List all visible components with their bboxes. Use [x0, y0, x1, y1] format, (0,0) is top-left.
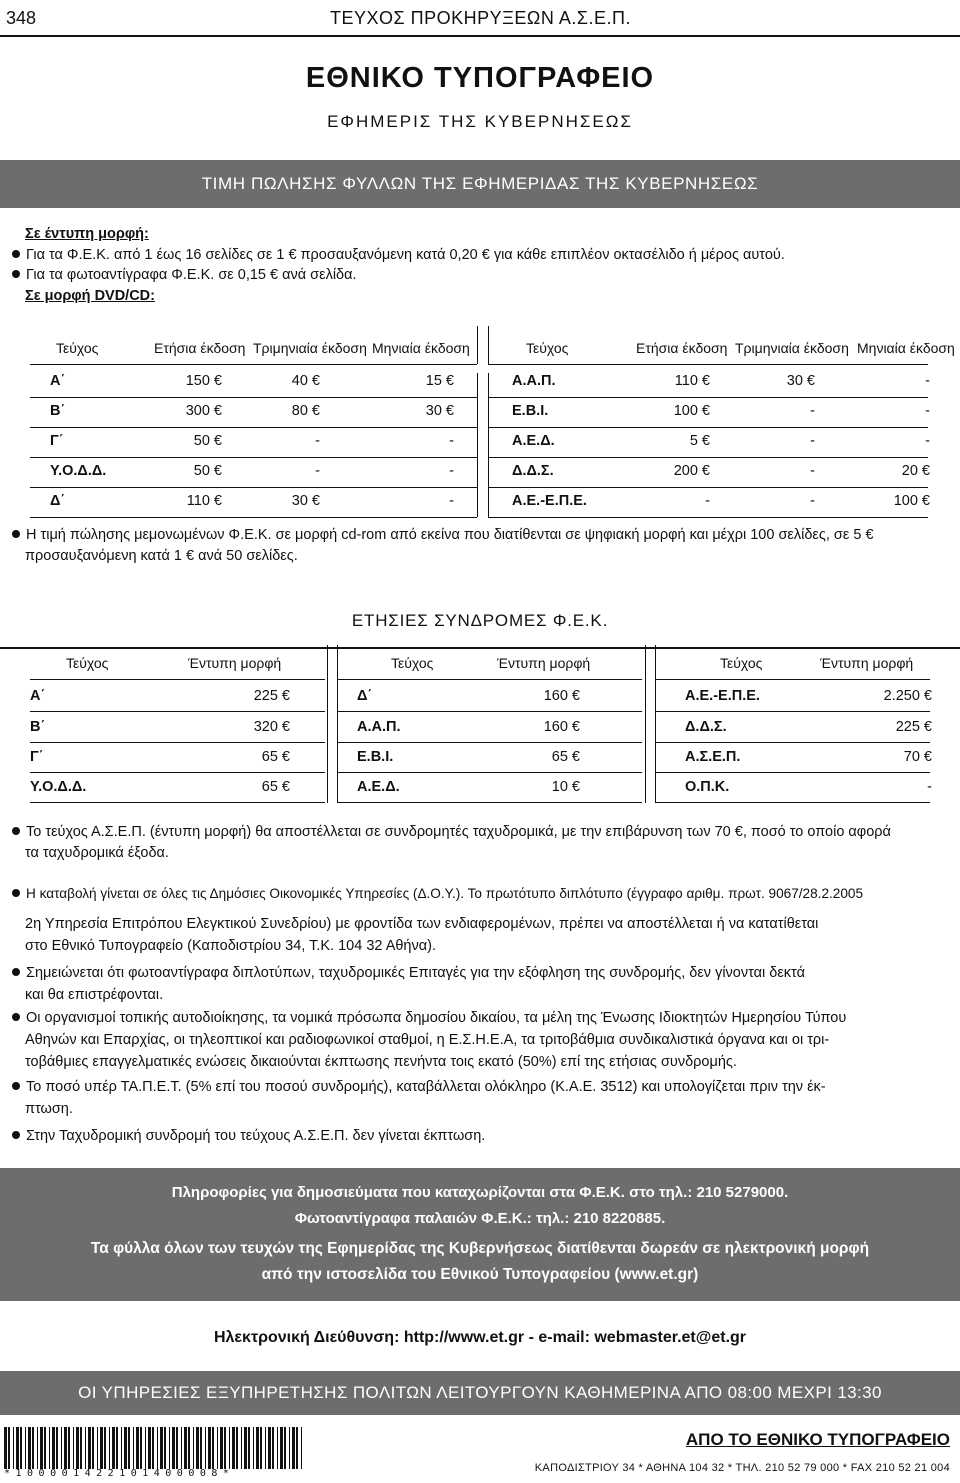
note-line: Η καταβολή γίνεται σε όλες τις Δημόσιες Οικονομικές Υπηρεσίες (Δ.Ο.Υ.). Το πρωτότυπο διπλότυπο (έγγραφο αριθμ. πρωτ. 9067/28.2.2005: [12, 884, 863, 904]
sub-price-cell: 65 €: [261, 749, 290, 765]
sub-price-cell: 160 €: [543, 719, 580, 735]
info-line-4: από την ιστοσελίδα του Εθνικού Τυπογραφείου (www.et.gr): [261, 1266, 699, 1283]
asep-note-cont: τα ταχυδρομικά έξοδα.: [25, 845, 169, 861]
sub-row-rule: [337, 742, 642, 743]
sub-divider: [327, 645, 328, 803]
note-line: Στην Ταχυδρομική συνδρομή του τεύχους Α.Σ.Ε.Π. δεν γίνεται έκπτωση.: [12, 1126, 485, 1146]
dvd-row-rule: [488, 427, 928, 428]
dvd-row-rule: [488, 397, 928, 398]
dvd-cell: 100 €: [893, 493, 930, 509]
header-rule: [0, 35, 960, 37]
cdrom-note: Η τιμή πώλησης μεμονωμένων Φ.Ε.Κ. σε μορφή cd-rom από εκείνα που διατίθενται σε ψηφιακή μορφή και μέχρι 100 σελίδες, σε 5 €: [12, 525, 874, 545]
sub-col-issue: Τεύχος: [66, 655, 109, 671]
sub-price-cell: 160 €: [543, 688, 580, 704]
sub-row-rule: [30, 772, 325, 773]
printed-by: ΑΠΟ ΤΟ ΕΘΝΙΚΟ ΤΥΠΟΓΡΑΦΕΙΟ: [685, 1430, 950, 1449]
print-bullet-2: Για τα φωτοαντίγραφα Φ.Ε.Κ. σε 0,15 € ανά σελίδα.: [12, 265, 357, 285]
dvd-row-rule: [488, 487, 928, 488]
dvd-cell: -: [925, 403, 930, 419]
price-banner: ΤΙΜΗ ΠΩΛΗΣΗΣ ΦΥΛΛΩΝ ΤΗΣ ΕΦΗΜΕΡΙΔΑΣ ΤΗΣ ΚΥΒΕΡΝΗΣΕΩΣ: [0, 160, 960, 208]
dvd-cell: 200 €: [673, 463, 710, 479]
info-box: [0, 1168, 960, 1301]
dvd-col-quarterly-2: Τριμηνιαία έκδοση: [735, 340, 849, 356]
subscriptions-rule: [0, 647, 960, 649]
masthead-title: ΕΘΝΙΚΟ ΤΥΠΟΓΡΑΦΕΙΟ: [305, 62, 655, 94]
bullet-icon: [12, 1013, 20, 1021]
print-bullet-1: Για τα Φ.Ε.Κ. από 1 έως 16 σελίδες σε 1 € προσαυξανόμενη κατά 0,20 € για κάθε επιπλέον οκτασέλιδο ή μέρος αυτού.: [12, 245, 785, 265]
note-line: Οι οργανισμοί τοπικής αυτοδιοίκησης, τα νομικά πρόσωπα δημοσίου δικαίου, τα μέλη της Ένωσης Ιδιοκτητών Ημερησίου Τύπου: [12, 1008, 846, 1028]
sub-row-rule: [30, 802, 325, 803]
cdrom-note-cont: προσαυξανόμενη κατά 1 € ανά 50 σελίδες.: [25, 548, 298, 564]
dvd-heading: Σε μορφή DVD/CD:: [25, 288, 155, 304]
dvd-col-issue-2: Τεύχος: [526, 340, 569, 356]
sub-row-rule: [655, 802, 930, 803]
sub-price-cell: 65 €: [551, 749, 580, 765]
sub-divider: [655, 645, 656, 803]
sub-row-rule: [337, 802, 642, 803]
bullet-icon: [12, 1082, 20, 1090]
sub-col-print: Έντυπη μορφή: [188, 655, 282, 671]
dvd-cell: Ε.Β.Ι.: [512, 403, 549, 419]
dvd-row-rule: [30, 427, 477, 428]
bullet-icon: [12, 530, 20, 538]
dvd-divider: [488, 326, 489, 364]
dvd-col-annual: Ετήσια έκδοση: [154, 340, 246, 356]
dvd-cell: 50 €: [193, 463, 222, 479]
sub-issue-cell: Α.Σ.Ε.Π.: [685, 749, 741, 765]
dvd-cell: 30 €: [291, 493, 320, 509]
dvd-col-issue: Τεύχος: [56, 340, 99, 356]
barcode-number: *100001422101400008*: [4, 1468, 235, 1479]
dvd-cell: -: [925, 433, 930, 449]
footer-address: ΚΑΠΟΔΙΣΤΡΙΟΥ 34 * ΑΘΗΝΑ 104 32 * ΤΗΛ. 210 52 79 000 * FAX 210 52 21 004: [534, 1462, 950, 1474]
dvd-cell: Γ΄: [50, 433, 64, 449]
bullet-icon: [12, 1131, 20, 1139]
dvd-cell: -: [810, 493, 815, 509]
bullet-icon: [12, 968, 20, 976]
dvd-divider: [488, 373, 489, 517]
dvd-divider: [477, 326, 478, 364]
sub-issue-cell: Α.Α.Π.: [357, 719, 401, 735]
dvd-cell: -: [810, 403, 815, 419]
sub-col-print: Έντυπη μορφή: [497, 655, 591, 671]
dvd-row-rule: [488, 457, 928, 458]
email-line: Ηλεκτρονική Διεύθυνση: http://www.et.gr - e-mail: webmaster.et@et.gr: [213, 1329, 747, 1346]
sub-issue-cell: Δ΄: [357, 688, 373, 704]
dvd-row-rule: [30, 517, 477, 518]
dvd-cell: 40 €: [291, 373, 320, 389]
dvd-cell: -: [810, 433, 815, 449]
info-line-2: Φωτοαντίγραφα παλαιών Φ.Ε.Κ.: τηλ.: 210 8220885.: [294, 1210, 666, 1227]
sub-row-rule: [655, 742, 930, 743]
dvd-cell: 110 €: [674, 373, 710, 389]
dvd-cell: Α.Α.Π.: [512, 373, 556, 389]
dvd-cell: 110 €: [186, 493, 222, 509]
sub-price-cell: -: [927, 779, 932, 795]
dvd-cell: Β΄: [50, 403, 66, 419]
sub-issue-cell: Δ.Δ.Σ.: [685, 719, 727, 735]
sub-price-cell: 320 €: [253, 719, 290, 735]
dvd-cell: -: [315, 433, 320, 449]
bullet-icon: [12, 889, 20, 897]
page-header: [0, 4, 960, 34]
dvd-cell: Α΄: [50, 373, 66, 389]
sub-row-rule: [30, 742, 325, 743]
sub-issue-cell: Α.Ε.-Ε.Π.Ε.: [685, 688, 760, 704]
dvd-cell: 100 €: [673, 403, 710, 419]
dvd-cell: -: [449, 433, 454, 449]
sub-row-rule: [655, 772, 930, 773]
sub-issue-cell: Α΄: [30, 688, 46, 704]
issue-title: ΤΕΥΧΟΣ ΠΡΟΚΗΡΥΞΕΩΝ Α.Σ.Ε.Π.: [330, 8, 631, 28]
sub-price-cell: 225 €: [253, 688, 290, 704]
dvd-cell: -: [925, 373, 930, 389]
sub-row-rule: [655, 711, 930, 712]
sub-row-rule: [337, 772, 642, 773]
sub-header-rule: [30, 679, 325, 680]
sub-issue-cell: Υ.Ο.Δ.Δ.: [30, 779, 87, 795]
sub-col-issue: Τεύχος: [720, 655, 763, 671]
dvd-cell: -: [315, 463, 320, 479]
dvd-col-quarterly: Τριμηνιαία έκδοση: [253, 340, 367, 356]
dvd-cell: 80 €: [291, 403, 320, 419]
sub-price-cell: 10 €: [551, 779, 580, 795]
dvd-cell: Υ.Ο.Δ.Δ.: [50, 463, 107, 479]
dvd-cell: 20 €: [901, 463, 930, 479]
sub-header-rule: [337, 679, 642, 680]
dvd-cell: -: [449, 463, 454, 479]
hours-banner: ΟΙ ΥΠΗΡΕΣΙΕΣ ΕΞΥΠΗΡΕΤΗΣΗΣ ΠΟΛΙΤΩΝ ΛΕΙΤΟΥΡΓΟΥΝ ΚΑΘΗΜΕΡΙΝΑ ΑΠΟ 08:00 ΜΕΧΡΙ 13:30: [0, 1371, 960, 1415]
note-line: Αθηνών και Επαρχίας, οι τηλεοπτικοί και ραδιοφωνικοί σταθμοί, η Ε.Σ.Η.Ε.Α, τα τριτοβάθμια συνδικαλιστικά όργανα και οι τρι-: [25, 1032, 830, 1048]
dvd-cell: 150 €: [185, 373, 222, 389]
sub-issue-cell: Β΄: [30, 719, 46, 735]
bullet-icon: [12, 827, 20, 835]
barcode-icon: [4, 1427, 304, 1469]
dvd-cell: Α.Ε.-Ε.Π.Ε.: [512, 493, 587, 509]
dvd-cell: Δ.Δ.Σ.: [512, 463, 554, 479]
sub-divider: [645, 645, 646, 803]
dvd-cell: -: [449, 493, 454, 509]
sub-issue-cell: Γ΄: [30, 749, 44, 765]
note-line: 2η Υπηρεσία Επιτρόπου Ελεγκτικού Συνεδρίου) με φροντίδα των ενδιαφερομένων, πρέπει να αποστέλλεται ή να κατατίθεται: [25, 916, 819, 932]
bullet-icon: [12, 270, 20, 278]
page-number: 348: [6, 8, 37, 28]
note-line: και θα επιστρέφονται.: [25, 987, 164, 1003]
info-line-3: Τα φύλλα όλων των τευχών της Εφημερίδας της Κυβερνήσεως διατίθενται δωρεάν σε ηλεκτρονική μορφή: [90, 1240, 870, 1257]
dvd-cell: 50 €: [193, 433, 222, 449]
dvd-cell: 30 €: [425, 403, 454, 419]
sub-price-cell: 65 €: [261, 779, 290, 795]
note-line: Το ποσό υπέρ ΤΑ.Π.Ε.Τ. (5% επί του ποσού συνδρομής), καταβάλλεται ολόκληρο (Κ.Α.Ε. 3512) και υπολογίζεται πριν την έκ-: [12, 1077, 826, 1097]
sub-issue-cell: Ο.Π.Κ.: [685, 779, 730, 795]
asep-note: Το τεύχος Α.Σ.Ε.Π. (έντυπη μορφή) θα αποστέλλεται σε συνδρομητές ταχυδρομικά, με την επιβάρυνση των 70 €, ποσό το οποίο αφορά: [12, 822, 891, 842]
dvd-cell: -: [810, 463, 815, 479]
sub-issue-cell: Ε.Β.Ι.: [357, 749, 394, 765]
sub-row-rule: [337, 711, 642, 712]
sub-issue-cell: Α.Ε.Δ.: [357, 779, 400, 795]
bullet-icon: [12, 250, 20, 258]
dvd-cell: 300 €: [185, 403, 222, 419]
dvd-divider: [477, 373, 478, 517]
dvd-row-rule: [30, 487, 477, 488]
dvd-col-monthly: Μηνιαία έκδοση: [372, 340, 470, 356]
dvd-cell: Δ΄: [50, 493, 66, 509]
sub-price-cell: 225 €: [895, 719, 932, 735]
dvd-row-rule: [488, 517, 928, 518]
dvd-cell: 15 €: [425, 373, 454, 389]
dvd-col-monthly-2: Μηνιαία έκδοση: [857, 340, 955, 356]
dvd-col-annual-2: Ετήσια έκδοση: [636, 340, 728, 356]
sub-col-issue: Τεύχος: [391, 655, 434, 671]
masthead-subtitle: ΕΦΗΜΕΡΙΣ ΤΗΣ ΚΥΒΕΡΝΗΣΕΩΣ: [327, 112, 633, 131]
subscriptions-title: ΕΤΗΣΙΕΣ ΣΥΝΔΡΟΜΕΣ Φ.Ε.Κ.: [351, 611, 609, 630]
dvd-header-rule: [30, 364, 477, 365]
dvd-row-rule: [30, 457, 477, 458]
dvd-header-rule: [488, 364, 928, 365]
sub-row-rule: [30, 711, 325, 712]
sub-col-print: Έντυπη μορφή: [820, 655, 914, 671]
note-line: τοβάθμιες επαγγελματικές ενώσεις δικαιούνται έκπτωσης πενήντα τοις εκατό (50%) επί της ετήσιας συνδρομής.: [25, 1054, 737, 1070]
note-line: στο Εθνικό Τυπογραφείο (Καποδιστρίου 34, Τ.Κ. 104 32 Αθήνα).: [25, 938, 436, 954]
info-line-1: Πληροφορίες για δημοσιεύματα που καταχωρίζονται στα Φ.Ε.Κ. στο τηλ.: 210 5279000.: [171, 1184, 789, 1201]
dvd-row-rule: [30, 397, 477, 398]
note-line: Σημειώνεται ότι φωτοαντίγραφα διπλοτύπων, ταχυδρομικές Επιταγές για την εξόφληση της συνδρομής, δεν γίνονται δεκτά: [12, 963, 805, 983]
dvd-cell: Α.Ε.Δ.: [512, 433, 555, 449]
dvd-cell: 5 €: [689, 433, 710, 449]
sub-header-rule: [655, 679, 930, 680]
dvd-cell: -: [705, 493, 710, 509]
dvd-cell: 30 €: [786, 373, 815, 389]
note-line: πτωση.: [25, 1101, 73, 1117]
sub-price-cell: 70 €: [903, 749, 932, 765]
sub-divider: [337, 645, 338, 803]
sub-price-cell: 2.250 €: [883, 688, 932, 704]
print-heading: Σε έντυπη μορφή:: [25, 226, 149, 242]
